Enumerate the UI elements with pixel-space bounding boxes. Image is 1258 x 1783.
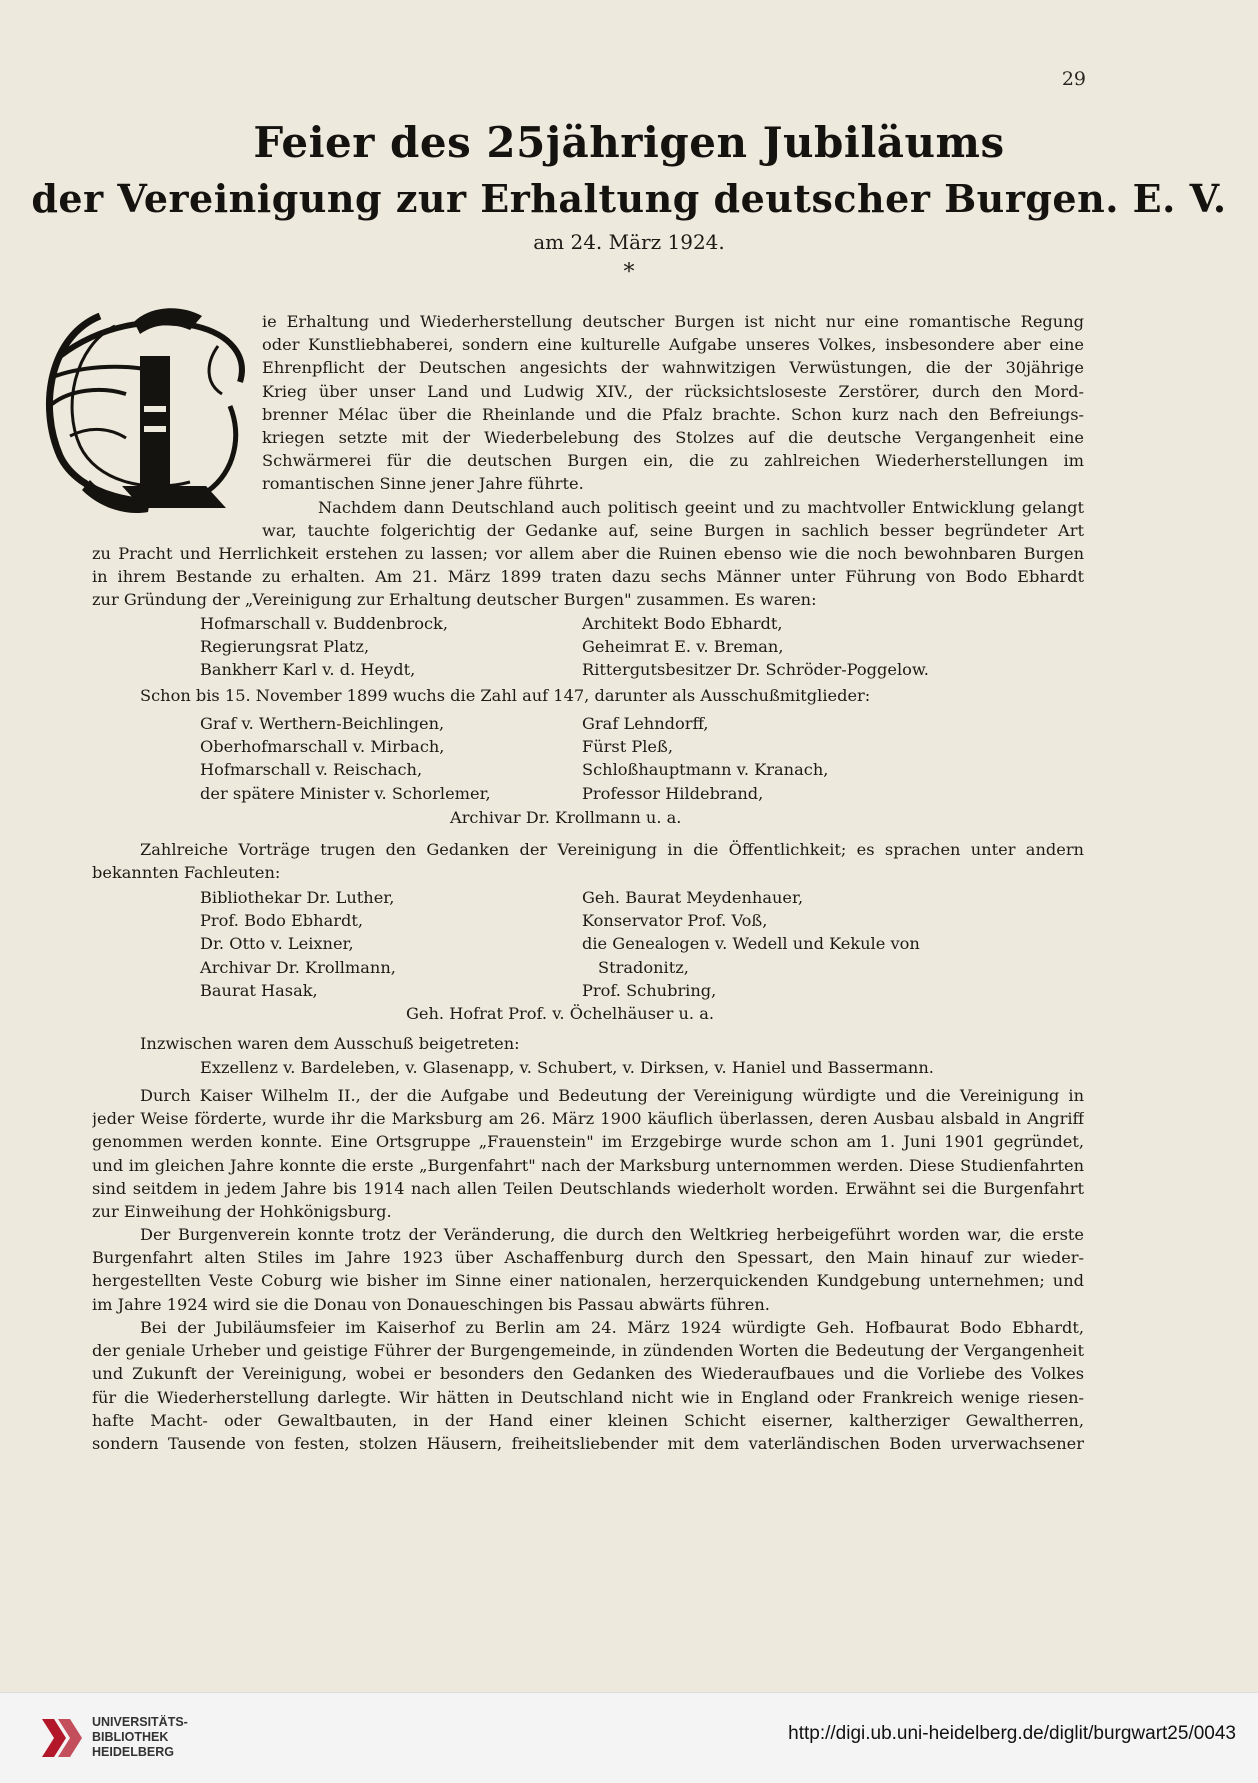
list-item: Architekt Bodo Ebhardt, [582,614,783,633]
jubilee-paragraph [92,1316,1084,1455]
source-url-link[interactable]: http://digi.ub.uni-heidelberg.de/diglit/burgwart25/0043 [788,1723,1236,1744]
library-name[interactable] [92,1715,188,1760]
text-line: jeder Weise förderte, wurde ihr die Marksburg am 26. März 1900 käuflich überlassen, deren Ausbau alsbald in Angriff [92,1109,1084,1129]
drop-cap-initial [30,286,258,518]
text-line: Bei der Jubiläumsfeier im Kaiserhof zu Berlin am 24. März 1924 würdigte Geh. Hofbaurat Bodo Ebhardt, [140,1318,1084,1337]
text-line: und im gleichen Jahre konnte die erste „Burgenfahrt" nach der Marksburg unternommen werden. Diese Studienfahrten [92,1155,1084,1175]
list-item: Rittergutsbesitzer Dr. Schröder-Poggelow. [582,660,929,680]
kaiser-paragraph [92,1084,1084,1223]
text-line: oder Kunstliebhaberei, sondern eine kulturelle Aufgabe unseres Volkes, insbesondere aber eine [262,335,1084,355]
page-title-line2: der Vereinigung zur Erhaltung deutscher Burgen. E. V. [31,176,1227,221]
list-item: Bankherr Karl v. d. Heydt, [200,660,416,680]
list-item: Schloßhauptmann v. Kranach, [582,760,829,780]
library-logo-icon[interactable] [36,1715,84,1761]
text-line: romantischen Sinne jener Jahre führte. [262,474,584,494]
text-line: zu Pracht und Herrlichkeit erstehen zu lassen; vor allem aber die Ruinen ebenso wie die noch bewohnbaren Burgen [92,544,1084,563]
committee-joined-intro: Inzwischen waren dem Ausschuß beigetreten: [140,1034,520,1053]
list-item: Stradonitz, [598,957,689,977]
text-line: Schwärmerei für die deutschen Burgen ein, die zu zahlreichen Wiederherstellungen im [262,451,1084,471]
committee-joined-names: Exzellenz v. Bardeleben, v. Glasenapp, v. Schubert, v. Dirksen, v. Haniel und Bassermann. [200,1058,934,1077]
list-item: Konservator Prof. Voß, [582,911,768,931]
text-line: der geniale Urheber und geistige Führer der Burgengemeinde, in zündenden Worten die Bedeutung der Vergangenheit [92,1341,1084,1361]
footer-bar [0,1692,1258,1783]
founders-left-column [200,612,448,682]
list-item: Geheimrat E. v. Breman, [582,637,784,657]
list-item: Professor Hildebrand, [582,783,764,803]
list-item: Graf v. Werthern-Beichlingen, [200,714,445,733]
list-item: der spätere Minister v. Schorlemer, [200,783,491,803]
text-line: Der Burgenverein konnte trotz der Veränderung, die durch den Weltkrieg herbeigeführt worden war, die erste [140,1225,1084,1244]
committee-last: Archivar Dr. Krollmann u. a. [450,808,682,827]
text-line: Durch Kaiser Wilhelm II., der die Aufgabe und Bedeutung der Vereinigung würdigte und die Vereinigung in [140,1086,1084,1105]
list-item: Hofmarschall v. Buddenbrock, [200,614,448,633]
list-item: Archivar Dr. Krollmann, [200,957,396,977]
text-line: bekannten Fachleuten: [92,863,281,883]
committee-left-column [200,712,491,805]
burgenverein-paragraph [92,1223,1084,1316]
founding-paragraph-rest [92,542,1084,612]
list-item: Geh. Baurat Meydenhauer, [582,888,804,907]
page-title-line1: Feier des 25jährigen Jubiläums [253,118,1005,167]
lectures-paragraph [92,838,1084,884]
list-item: Regierungsrat Platz, [200,637,370,657]
text-line: zur Einweihung der Hohkönigsburg. [92,1201,392,1221]
text-line: hergestellten Veste Coburg wie bisher im Sinne einer nationalen, herzerquickenden Kundgebung unternehmen; und [92,1271,1084,1291]
text-line: in ihrem Bestande zu erhalten. Am 21. März 1899 traten dazu sechs Männer unter Führung von Bodo Ebhardt [92,567,1084,587]
text-line: sondern Tausende von festen, stolzen Häusern, freiheitsliebender mit dem vaterländischen Boden urverwachsener [92,1433,1084,1453]
speakers-left-column [200,886,396,1002]
text-line: Nachdem dann Deutschland auch politisch geeint und zu machtvoller Entwicklung gelangt [318,497,1084,517]
text-line: brenner Mélac über die Rheinlande und die Pfalz brachte. Schon kurz nach den Befreiungs- [262,404,1084,424]
list-item: Prof. Schubring, [582,980,717,1000]
text-line: Krieg über unser Land und Ludwig XIV., der rücksichtsloseste Zerstörer, durch den Mord- [262,381,1084,401]
founding-paragraph-start [262,496,1084,542]
list-item: Prof. Bodo Ebhardt, [200,911,363,931]
text-line: genommen werden konnte. Eine Ortsgruppe „Frauenstein" im Erzgebirge wurde schon am 1. Juni 1901 gegründet, [92,1132,1084,1152]
text-line: Zahlreiche Vorträge trugen den Gedanken der Vereinigung in die Öffentlichkeit; es sprachen unter andern [140,840,1084,859]
speakers-right-column [582,886,920,1002]
speakers-last: Geh. Hofrat Prof. v. Öchelhäuser u. a. [406,1004,715,1023]
founders-right-column [582,612,929,682]
committee-right-column [582,712,828,805]
text-line: war, tauchte folgerichtig der Gedanke auf, seine Burgen in sachlich besser begründeter Art [262,520,1084,540]
list-item: Dr. Otto v. Leixner, [200,934,354,954]
text-line: für die Wiederherstellung darlegte. Wir hätten in Deutschland nicht wie in England oder Frankreich wenige riesen- [92,1387,1084,1407]
date-line: am 24. März 1924. [533,230,725,254]
library-name-line: BIBLIOTHEK [92,1730,169,1744]
list-item: Hofmarschall v. Reischach, [200,760,423,780]
library-name-line: HEIDELBERG [92,1745,174,1759]
intro-paragraph [262,310,1084,496]
text-line: sind seitdem in jedem Jahre bis 1914 nach allen Teilen Deutschlands wiederholt worden. Erwähnt sei die Burgenfahrt [92,1178,1084,1198]
list-item: Bibliothekar Dr. Luther, [200,888,395,907]
list-item: Oberhofmarschall v. Mirbach, [200,737,445,757]
text-line: im Jahre 1924 wird sie die Donau von Donaueschingen bis Passau abwärts führen. [92,1294,770,1314]
list-item: Graf Lehndorff, [582,714,709,733]
text-line: zur Gründung der „Vereinigung zur Erhaltung deutscher Burgen" zusammen. Es waren: [92,590,817,610]
committee-intro: Schon bis 15. November 1899 wuchs die Zahl auf 147, darunter als Ausschußmitglieder: [140,686,871,705]
page-number: 29 [1061,68,1086,90]
list-item: Baurat Hasak, [200,980,318,1000]
library-name-line: UNIVERSITÄTS- [92,1715,188,1729]
ornament-asterisk: * [623,260,635,285]
text-line: ie Erhaltung und Wiederherstellung deutscher Burgen ist nicht nur eine romantische Regung [262,312,1084,331]
list-item: die Genealogen v. Wedell und Kekule von [582,934,920,954]
text-line: Ehrenpflicht der Deutschen angesichts der wahnwitzigen Verwüstungen, die der 30jährige [262,358,1084,378]
list-item: Fürst Pleß, [582,737,673,757]
text-line: hafte Macht- oder Gewaltbauten, in der Hand einer kleinen Schicht eiserner, kaltherziger Gewaltherren, [92,1410,1084,1430]
text-line: kriegen setzte mit der Wiederbelebung des Stolzes auf die deutsche Vergangenheit eine [262,427,1084,447]
text-line: und Zukunft der Vereinigung, wobei er besonders den Gedanken des Wiederaufbaues und die Vorliebe des Volkes [92,1364,1084,1384]
text-line: Burgenfahrt alten Stiles im Jahre 1923 über Aschaffenburg durch den Spessart, den Main hinauf zur wieder- [92,1248,1084,1268]
